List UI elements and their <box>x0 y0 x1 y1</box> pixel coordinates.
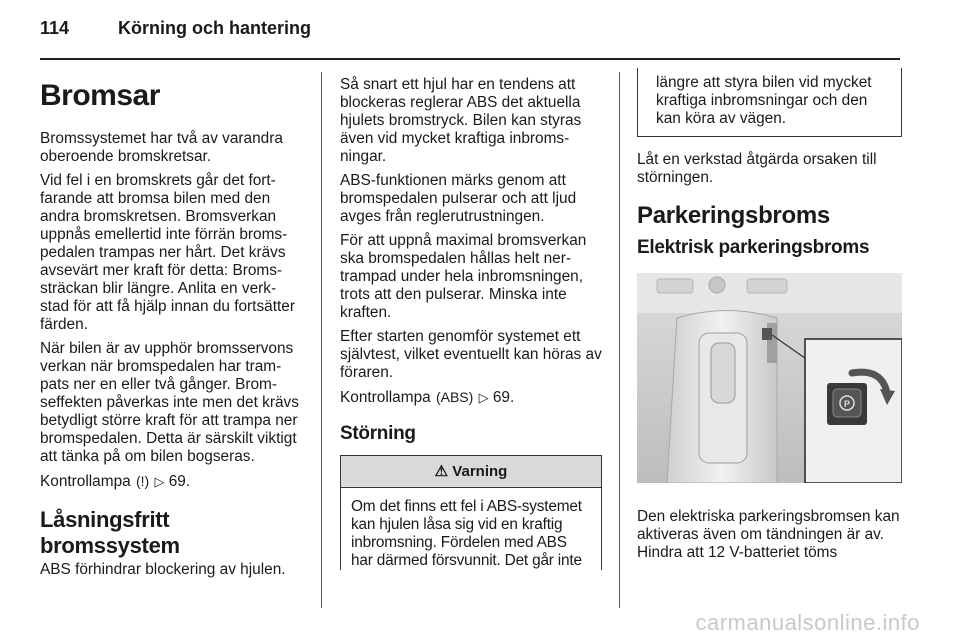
abs-warning-icon: (ABS) <box>435 389 474 405</box>
watermark: carmanualsonline.info <box>695 610 920 635</box>
warning-box <box>340 455 602 570</box>
parking-brake-photo <box>637 273 902 483</box>
paragraph: För att uppnå maximal bromsverkan ska bromspedalen hållas helt ner-trampad under hela inbromsningen, trots att den pulserar. Minska inte kraften. <box>340 232 587 321</box>
paragraph: När bilen är av upphör bromsservons verkan när bromspedalen har tram-pats ner en eller två gånger. Brom-seffekten påverkas inte men det krävs betydligt större kraft för att trampa ner bromspedalen. Detta är särskilt viktigt att tänka på om bilen bogseras. <box>40 340 299 465</box>
warning-box-continued: längre att styra bilen vid mycket kraftiga inbromsningar och den kan köra av vägen. <box>637 68 902 137</box>
column-2 <box>340 76 602 570</box>
paragraph: Så snart ett hjul har en tendens att blockeras reglerar ABS det aktuella hjulets bromstryck. Bilen kan styras även vid mycket kraftiga inbroms-ningar. <box>340 76 582 165</box>
page-ref: 69. <box>168 473 191 490</box>
paragraph: ABS förhindrar blockering av hjulen. <box>40 561 286 578</box>
paragraph: Vid fel i en bromskrets går det fort-farande att bromsa bilen med den andra bromskretsen. Bromsverkan uppnås emellertid inte förrän broms-pedalen trampas ner hårt. Det krävs avsevärt mer kraft för detta: Broms-sträckan blir längre. Anlita en verk-stad för att få hjälp innan du fortsätter färden. <box>40 172 295 333</box>
paragraph: Bromssystemet har två av varandra oberoende bromskretsar. <box>40 130 283 165</box>
subsection-title: Elektrisk parkeringsbroms <box>637 237 870 258</box>
paragraph: Efter starten genomför systemet ett självtest, vilket eventuellt kan höras av föraren. <box>340 328 602 381</box>
page-number: 114 <box>40 18 70 38</box>
subsection-title: Störning <box>340 423 416 444</box>
column-3 <box>637 72 902 568</box>
warning-title: Varning <box>452 463 508 480</box>
warning-text: Om det finns ett fel i ABS-systemet kan hjulen låsa sig vid en kraftig inbromsning. Fördelen med ABS har därmed försvunnit. Det går inte <box>351 498 582 569</box>
brake-warning-icon: (!) <box>135 473 150 489</box>
svg-text:P: P <box>843 399 851 409</box>
section-title: Parkeringsbroms <box>637 202 830 229</box>
column-divider <box>321 72 322 608</box>
column-divider <box>619 72 620 608</box>
chapter-title: Körning och hantering <box>118 18 311 38</box>
page-ref: 69. <box>492 389 515 406</box>
section-title: Bromsar <box>40 79 160 112</box>
lamp-reference: Kontrollampa (!) ▷ 69. <box>40 473 191 490</box>
subsection-title: Låsningsfritt bromssystem <box>40 507 180 558</box>
warning-header <box>341 456 601 488</box>
paragraph: Låt en verkstad åtgärda orsaken till störningen. <box>637 151 877 186</box>
warning-triangle-icon: ⚠ <box>434 463 449 480</box>
page-header <box>40 18 311 39</box>
column-1 <box>40 76 304 585</box>
page-ref-arrow-icon: ▷ <box>154 474 165 489</box>
paragraph: Den elektriska parkeringsbromsen kan aktiveras även om tändningen är av. Hindra att 12 V-batteriet töms <box>637 508 900 561</box>
paragraph: ABS-funktionen märks genom att bromspedalen pulserar och att ljud avges från reglerutrustningen. <box>340 172 577 225</box>
lamp-reference: Kontrollampa (ABS) ▷ 69. <box>340 389 515 406</box>
header-rule <box>40 58 900 60</box>
page-ref-arrow-icon: ▷ <box>478 390 489 405</box>
